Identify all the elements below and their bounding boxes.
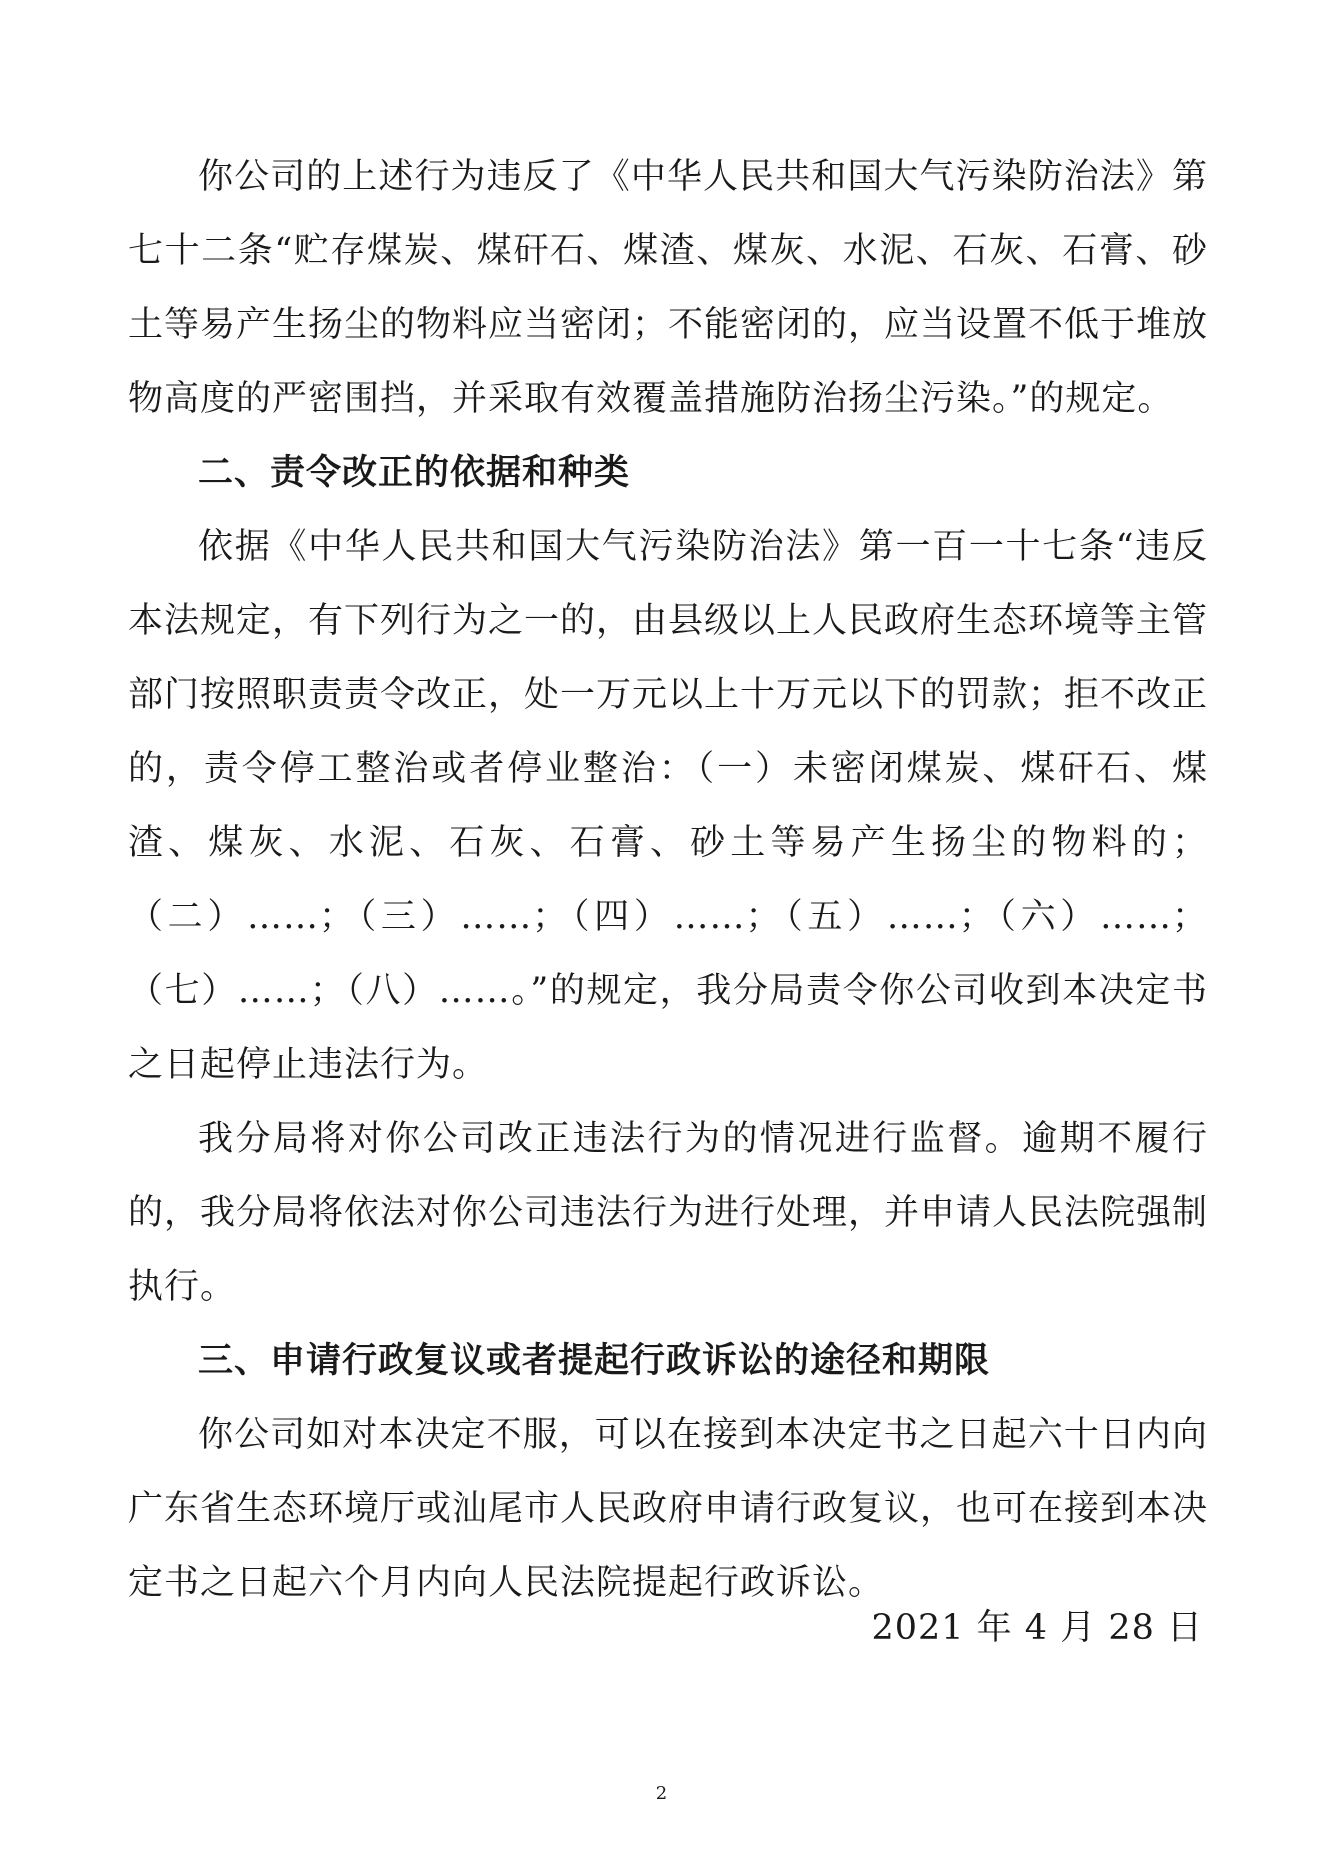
paragraph-legal-basis: 依据《中华人民共和国大气污染防治法》第一百一十七条“违反本法规定，有下列行为之一的，由县级以上人民政府生态环境等主管部门按照职责责令改正，处一万元以上十万元以下的罚款；拒不改正的，责令停工整治或者停业整治：（一）未密闭煤炭、煤矸石、煤渣、煤灰、水泥、石灰、石膏、砂土等易产生扬尘的物料的；（二）……；（三）……；（四）……；（五）……；（六）……；（七）……；（八）……。”的规定，我分局责令你公司收到本决定书之日起停止违法行为。 [128,527,1209,1085]
paragraph-supervision: 我分局将对你公司改正违法行为的情况进行监督。逾期不履行的，我分局将依法对你公司违法行为进行处理，并申请人民法院强制执行。 [128,1119,1209,1307]
section-heading-appeal: 三、申请行政复议或者提起行政诉讼的途径和期限 [198,1340,991,1381]
paragraph-appeal-options: 你公司如对本决定不服，可以在接到本决定书之日起六十日内向广东省生态环境厅或汕尾市人民政府申请行政复议，也可在接到本决定书之日起六个月内向人民法院提起行政诉讼。 [128,1415,1209,1603]
document-body [128,140,1208,1620]
page-number: 2 [655,1783,668,1804]
document-date: 2021 年 4 月 28 日 [871,1608,1203,1648]
paragraph-violation: 你公司的上述行为违反了《中华人民共和国大气污染防治法》第七十二条“贮存煤炭、煤矸石、煤渣、煤灰、水泥、石灰、石膏、砂土等易产生扬尘的物料应当密闭；不能密闭的，应当设置不低于堆放物高度的严密围挡，并采取有效覆盖措施防治扬尘污染。”的规定。 [128,157,1209,419]
section-heading-correction-basis: 二、责令改正的依据和种类 [198,452,631,493]
